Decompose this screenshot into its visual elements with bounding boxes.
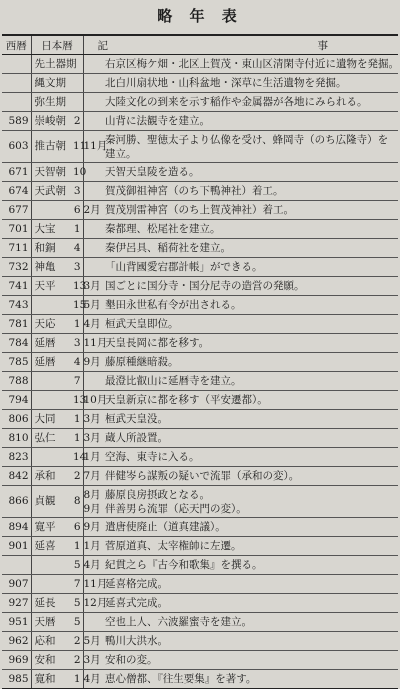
- month-cell: 11月: [83, 131, 100, 163]
- month-cell: [83, 220, 100, 239]
- table-row: [2, 55, 398, 74]
- era-cell: [31, 201, 73, 220]
- era-number-cell: [73, 93, 83, 112]
- header-japanese-era: 日本暦: [31, 35, 83, 55]
- event-cell: 延喜格完成。: [100, 575, 398, 594]
- era-cell: [31, 556, 73, 575]
- year-cell: 823: [2, 448, 31, 467]
- month-cell: 4月: [83, 315, 100, 334]
- year-cell: 711: [2, 239, 31, 258]
- table-row: [2, 410, 398, 429]
- era-cell: 弥生期: [31, 93, 73, 112]
- table-row: [2, 448, 398, 467]
- era-number-cell: 5: [73, 613, 83, 632]
- year-cell: 732: [2, 258, 31, 277]
- chronology-table: [2, 34, 398, 689]
- event-cell: [100, 486, 398, 518]
- era-cell: 寛平: [31, 518, 73, 537]
- table-row: [2, 391, 398, 410]
- event-cell: 蔵人所設置。: [100, 429, 398, 448]
- era-cell: [31, 575, 73, 594]
- table-body: [2, 55, 398, 689]
- table-row: [2, 277, 398, 296]
- year-cell: [2, 74, 31, 93]
- year-cell: 781: [2, 315, 31, 334]
- event-cell: 安和の変。: [100, 651, 398, 670]
- header-events-ji: 事: [317, 39, 328, 52]
- table-row: [2, 467, 398, 486]
- year-cell: 788: [2, 372, 31, 391]
- era-cell: 神亀: [31, 258, 73, 277]
- month-cell: [83, 112, 100, 131]
- era-cell: 弘仁: [31, 429, 73, 448]
- era-cell: [31, 296, 73, 315]
- era-number-cell: 2: [73, 467, 83, 486]
- table-row: [2, 556, 398, 575]
- event-line: 伴善男ら流罪（応天門の変）。: [105, 502, 247, 515]
- year-cell: 589: [2, 112, 31, 131]
- table-row: [2, 372, 398, 391]
- table-row: [2, 258, 398, 277]
- era-cell: 安和: [31, 651, 73, 670]
- event-cell: 伴健岑ら謀叛の疑いで流罪（承和の変）。: [100, 467, 398, 486]
- era-number-cell: 2: [73, 112, 83, 131]
- era-number-cell: 2: [73, 632, 83, 651]
- era-number-cell: 5: [73, 556, 83, 575]
- year-cell: 894: [2, 518, 31, 537]
- era-cell: 延長: [31, 594, 73, 613]
- month-cell: 1月: [83, 448, 100, 467]
- month-cell: 9月: [83, 353, 100, 372]
- month-cell: 9月: [83, 518, 100, 537]
- event-line: 藤原良房摂政となる。: [105, 488, 210, 501]
- era-number-cell: 13: [73, 277, 83, 296]
- month-cell: 3月: [83, 429, 100, 448]
- year-cell: 951: [2, 613, 31, 632]
- table-row: [2, 651, 398, 670]
- month-cell: 10月: [83, 391, 100, 410]
- month-cell: [83, 613, 100, 632]
- page-title: 略 年 表: [157, 7, 243, 25]
- year-cell: 785: [2, 353, 31, 372]
- era-cell: 和銅: [31, 239, 73, 258]
- era-number-cell: 13: [73, 391, 83, 410]
- year-cell: 741: [2, 277, 31, 296]
- header-western-year: 西暦: [2, 35, 31, 55]
- table-row: [2, 353, 398, 372]
- era-cell: [31, 391, 73, 410]
- table-row: [2, 334, 398, 353]
- event-cell: 最澄比叡山に延暦寺を建立。: [100, 372, 398, 391]
- event-cell: 山背に法観寺を建立。: [100, 112, 398, 131]
- year-cell: 674: [2, 182, 31, 201]
- year-cell: 810: [2, 429, 31, 448]
- event-cell: 鴨川大洪水。: [100, 632, 398, 651]
- table-row: [2, 575, 398, 594]
- era-number-cell: 1: [73, 429, 83, 448]
- table-row: [2, 594, 398, 613]
- event-cell: 天智天皇陵を造る。: [100, 163, 398, 182]
- month-cell: 12月: [83, 594, 100, 613]
- year-cell: [2, 93, 31, 112]
- month-cell: 5月: [83, 632, 100, 651]
- era-number-cell: 7: [73, 575, 83, 594]
- event-cell: 桓武天皇即位。: [100, 315, 398, 334]
- month-line: 8月: [83, 488, 101, 501]
- year-cell: 743: [2, 296, 31, 315]
- month-cell: [83, 93, 100, 112]
- header-events: [83, 35, 398, 55]
- table-row: [2, 486, 398, 518]
- era-number-cell: 1: [73, 537, 83, 556]
- event-cell: 賀茂御祖神宮（のち下鴨神社）着工。: [100, 182, 398, 201]
- year-cell: 677: [2, 201, 31, 220]
- year-cell: 794: [2, 391, 31, 410]
- era-number-cell: 3: [73, 334, 83, 353]
- era-cell: 延暦: [31, 353, 73, 372]
- era-cell: 天智朝: [31, 163, 73, 182]
- era-number-cell: 14: [73, 448, 83, 467]
- table-row: [2, 182, 398, 201]
- event-cell: 桓武天皇没。: [100, 410, 398, 429]
- event-cell: 「山背國愛宕郡計帳」ができる。: [100, 258, 398, 277]
- table-row: [2, 315, 398, 334]
- year-cell: 701: [2, 220, 31, 239]
- era-cell: 承和: [31, 467, 73, 486]
- era-cell: 先土器期: [31, 55, 73, 74]
- table-row: [2, 670, 398, 689]
- month-cell: [83, 74, 100, 93]
- event-cell: 北白川扇状地・山科盆地・深草に生活遺物を発掘。: [100, 74, 398, 93]
- month-cell: [83, 486, 100, 518]
- event-cell: 天皇長岡に都を移す。: [100, 334, 398, 353]
- era-number-cell: 4: [73, 353, 83, 372]
- event-cell: 秦河勝、聖徳太子より仏像を受け、蜂岡寺（のち広隆寺）を建立。: [100, 131, 398, 163]
- era-number-cell: 6: [73, 518, 83, 537]
- era-cell: 天平: [31, 277, 73, 296]
- event-cell: 大陸文化の到来を示す稲作や金属器が各地にみられる。: [100, 93, 398, 112]
- era-number-cell: 1: [73, 220, 83, 239]
- era-cell: 延暦: [31, 334, 73, 353]
- era-number-cell: 4: [73, 239, 83, 258]
- era-number-cell: 1: [73, 670, 83, 689]
- era-cell: 天暦: [31, 613, 73, 632]
- table-row: [2, 518, 398, 537]
- event-cell: 墾田永世私有令が出される。: [100, 296, 398, 315]
- era-cell: 崇峻朝: [31, 112, 73, 131]
- table-header-row: [2, 35, 398, 55]
- year-cell: 901: [2, 537, 31, 556]
- year-cell: [2, 55, 31, 74]
- era-cell: 大宝: [31, 220, 73, 239]
- era-cell: 延喜: [31, 537, 73, 556]
- table-row: [2, 112, 398, 131]
- era-cell: [31, 372, 73, 391]
- event-cell: 藤原種継暗殺。: [100, 353, 398, 372]
- table-row: [2, 131, 398, 163]
- month-cell: 7月: [83, 467, 100, 486]
- era-cell: 貞観: [31, 486, 73, 518]
- month-cell: 3月: [83, 277, 100, 296]
- month-cell: 11月: [83, 575, 100, 594]
- month-cell: 4月: [83, 556, 100, 575]
- era-cell: 寛和: [31, 670, 73, 689]
- event-cell: 国ごとに国分寺・国分尼寺の造営の発願。: [100, 277, 398, 296]
- event-cell: 空也上人、六波羅蜜寺を建立。: [100, 613, 398, 632]
- table-row: [2, 74, 398, 93]
- year-cell: 962: [2, 632, 31, 651]
- month-cell: [83, 258, 100, 277]
- event-cell: 天皇新京に都を移す（平安遷都）。: [100, 391, 398, 410]
- table-row: [2, 429, 398, 448]
- era-cell: [31, 448, 73, 467]
- month-cell: 3月: [83, 410, 100, 429]
- era-number-cell: 5: [73, 594, 83, 613]
- month-line: 9月: [83, 502, 101, 515]
- year-cell: [2, 556, 31, 575]
- month-cell: 3月: [83, 651, 100, 670]
- year-cell: 671: [2, 163, 31, 182]
- table-row: [2, 632, 398, 651]
- event-cell: 秦都理、松尾社を建立。: [100, 220, 398, 239]
- event-cell: 賀茂別雷神宮（のち上賀茂神社）着工。: [100, 201, 398, 220]
- month-cell: [83, 55, 100, 74]
- table-row: [2, 220, 398, 239]
- month-cell: 5月: [83, 296, 100, 315]
- month-cell: [83, 182, 100, 201]
- era-cell: 天武朝: [31, 182, 73, 201]
- era-number-cell: 10: [73, 163, 83, 182]
- era-number-cell: 8: [73, 486, 83, 518]
- month-cell: [83, 239, 100, 258]
- era-number-cell: 7: [73, 372, 83, 391]
- era-number-cell: [73, 74, 83, 93]
- month-cell: 1月: [83, 537, 100, 556]
- table-row: [2, 201, 398, 220]
- year-cell: 806: [2, 410, 31, 429]
- month-cell: 11月: [83, 334, 100, 353]
- event-cell: 右京区梅ケ畑・北区上賀茂・東山区清閑寺付近に遺物を発掘。: [100, 55, 398, 74]
- month-cell: 4月: [83, 670, 100, 689]
- year-cell: 784: [2, 334, 31, 353]
- event-cell: 紀貫之ら『古今和歌集』を撰る。: [100, 556, 398, 575]
- era-number-cell: 3: [73, 258, 83, 277]
- event-cell: 秦伊呂具、稲荷社を建立。: [100, 239, 398, 258]
- event-cell: 空海、東寺に入る。: [100, 448, 398, 467]
- table-row: [2, 239, 398, 258]
- era-number-cell: 1: [73, 410, 83, 429]
- table-row: [2, 537, 398, 556]
- era-number-cell: 6: [73, 201, 83, 220]
- era-cell: 縄文期: [31, 74, 73, 93]
- table-row: [2, 296, 398, 315]
- year-cell: 969: [2, 651, 31, 670]
- table-row: [2, 93, 398, 112]
- era-cell: 応和: [31, 632, 73, 651]
- event-cell: 遣唐使廃止（道真建議）。: [100, 518, 398, 537]
- era-cell: 大同: [31, 410, 73, 429]
- era-number-cell: 3: [73, 182, 83, 201]
- table-row: [2, 613, 398, 632]
- era-cell: 推古朝: [31, 131, 73, 163]
- era-number-cell: 11: [73, 131, 83, 163]
- event-cell: 延喜式完成。: [100, 594, 398, 613]
- event-cell: 菅原道真、太宰権帥に左遷。: [100, 537, 398, 556]
- era-number-cell: 1: [73, 315, 83, 334]
- year-cell: 603: [2, 131, 31, 163]
- era-number-cell: 2: [73, 651, 83, 670]
- year-cell: 866: [2, 486, 31, 518]
- header-events-ki: 記: [97, 39, 108, 52]
- table-row: [2, 163, 398, 182]
- era-cell: 天応: [31, 315, 73, 334]
- year-cell: 985: [2, 670, 31, 689]
- era-number-cell: 15: [73, 296, 83, 315]
- month-cell: [83, 372, 100, 391]
- month-cell: 2月: [83, 201, 100, 220]
- event-cell: 恵心僧都、『往生要集』を著す。: [100, 670, 398, 689]
- year-cell: 907: [2, 575, 31, 594]
- year-cell: 927: [2, 594, 31, 613]
- year-cell: 842: [2, 467, 31, 486]
